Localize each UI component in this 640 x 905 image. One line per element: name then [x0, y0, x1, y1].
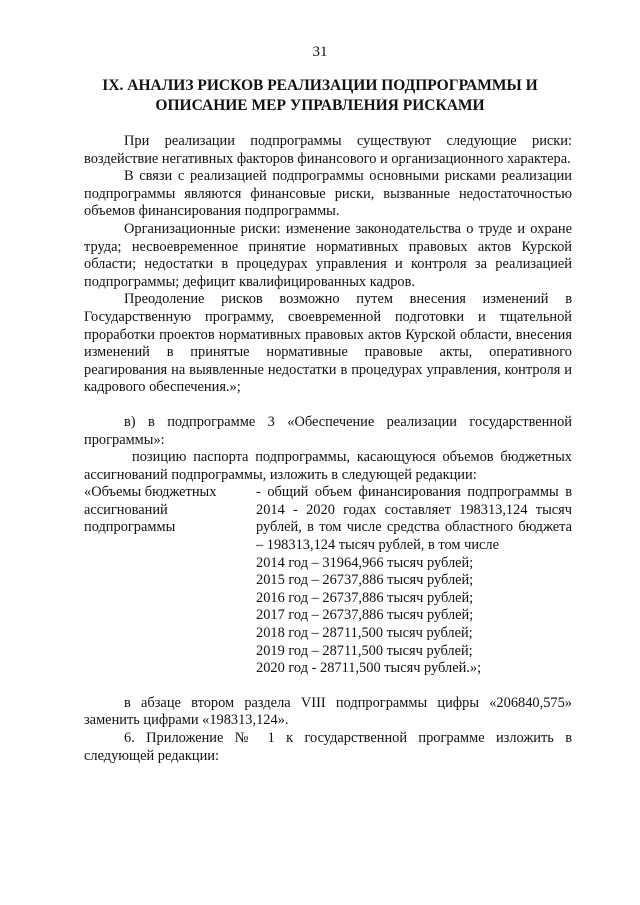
paragraph-section-viii-change: в абзаце втором раздела VIII подпрограммы цифры «206840,575» заменить цифрами «198313,124».: [84, 694, 572, 729]
page-number: 31: [312, 44, 328, 60]
paragraph-appendix-1: 6. Приложение № 1 к государственной программе изложить в следующей редакции:: [84, 730, 572, 764]
paragraph-subprogram-3: в) в подпрограмме 3 «Обеспечение реализации государственной программы»:: [84, 413, 572, 448]
budget-volumes-block: [84, 484, 572, 678]
year-line-2014: 2014 год – 31964,966 тысяч рублей;: [256, 554, 474, 571]
paragraph-organizational-risks: Организационные риски: изменение законодательства о труде и охране труда; несвоевременное принятие нормативных правовых актов Курской области; недостатки в процедурах управления и контроля за реализацией подпрограммы; дефицит квалифицированных кадров.: [84, 220, 572, 290]
label-line-2: ассигнований: [84, 501, 168, 518]
year-line-2016: 2016 год – 26737,886 тысяч рублей;: [256, 589, 474, 606]
year-line-2018: 2018 год – 28711,500 тысяч рублей;: [256, 625, 473, 642]
paragraph-risk-mitigation: Преодоление рисков возможно путем внесения изменений в Государственную программу, своевременной подготовки и тщательной проработки проектов нормативных правовых актов Курской области, внесения изменений в принятые нормативные правовые акты, оперативного реагирования на выявленные недостатки в процедурах управления, контроля и кадрового обеспечения.»;: [84, 291, 572, 396]
budget-volumes-label: [84, 484, 256, 678]
year-line-2019: 2019 год – 28711,500 тысяч рублей;: [256, 642, 473, 659]
paragraph-passport-position: позицию паспорта подпрограммы, касающуюся объемов бюджетных ассигнований подпрограммы, изложить в следующей редакции:: [84, 449, 572, 483]
budget-total-text: - общий объем финансирования подпрограммы в 2014 - 2020 годах составляет 198313,124 тысяч рублей, в том числе средства областного бюджета – 198313,124 тысяч рублей, в том числе: [256, 484, 572, 554]
year-line-2017: 2017 год – 26737,886 тысяч рублей;: [256, 607, 474, 624]
label-line-1: «Объемы бюджетных: [84, 484, 217, 501]
label-line-3: подпрограммы: [84, 519, 176, 536]
year-line-2015: 2015 год – 26737,886 тысяч рублей;: [256, 572, 474, 589]
year-line-2020: 2020 год - 28711,500 тысяч рублей.»;: [256, 660, 482, 677]
budget-volumes-value: [256, 484, 572, 678]
heading-line-1: IX. АНАЛИЗ РИСКОВ РЕАЛИЗАЦИИ ПОДПРОГРАММЫ И: [102, 77, 538, 94]
paragraph-risks-intro: При реализации подпрограммы существуют следующие риски: воздействие негативных факторов финансового и организационного характера.: [84, 133, 572, 167]
paragraph-financial-risks: В связи с реализацией подпрограммы основными рисками реализации подпрограммы являются финансовые риски, вызванные недостаточностью объемов финансирования подпрограммы.: [84, 168, 572, 220]
heading-line-2: ОПИСАНИЕ МЕР УПРАВЛЕНИЯ РИСКАМИ: [155, 97, 485, 114]
document-body: [84, 133, 572, 765]
section-heading: [60, 76, 580, 116]
